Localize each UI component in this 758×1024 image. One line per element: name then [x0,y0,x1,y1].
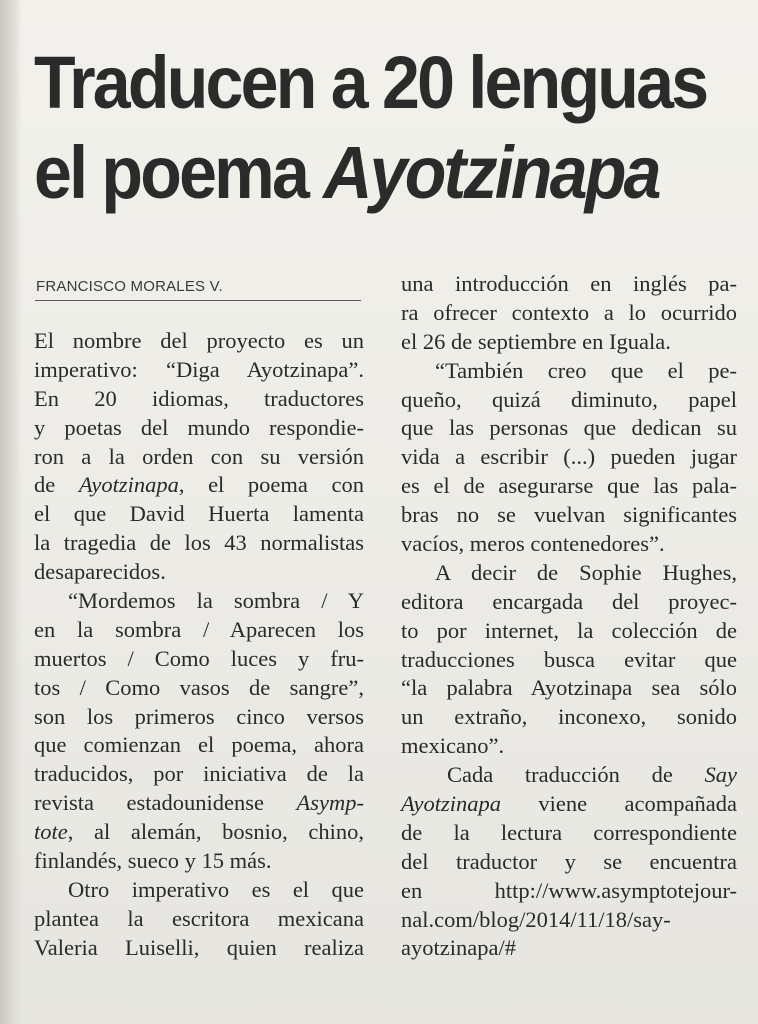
text-line: En 20 idiomas, traductores [34,385,364,411]
text-line: una introducción en inglés pa- [401,271,737,296]
text-line: vida a escribir (...) pueden jugar [401,444,737,470]
text-line: A decir de Sophie Hughes, [435,559,737,585]
text-line: desaparecidos. [34,559,166,585]
text-line: vacíos, meros contenedores”. [401,531,665,557]
text-line: traducidos, por iniciativa de la [34,761,364,787]
text-line: tos / Como vasos de sangre”, [34,674,364,700]
article-column-right [401,270,737,963]
headline-poem-title: Ayotzinapa [323,131,659,214]
text-line: el 26 de septiembre en Iguala. [401,328,671,354]
text-line: son los primeros cinco versos [34,703,364,729]
headline-line-1: Traducen a 20 lenguas [34,41,707,124]
text-line: queño, quizá diminuto, papel [401,386,737,412]
italic-title: Ayotzinapa [401,791,501,817]
byline-divider [35,300,361,301]
text-line: imperativo: “Diga Ayotzinapa”. [34,356,364,382]
text-line: bras no se vuelvan significantes [401,502,737,528]
text-line [401,761,737,790]
text-line: el que David Huerta lamenta [34,501,364,527]
text-run: viene acompañada [501,791,737,817]
text-line: la tragedia de los 43 normalistas [34,530,364,556]
text-line: y poetas del mundo respondie- [34,414,364,440]
italic-title: Ayotzinapa [78,472,179,498]
text-line: “Mordemos la sombra / Y [68,588,364,614]
text-line: Otro imperativo es el que [68,876,364,902]
text-line [34,789,364,818]
text-line: Valeria Luiselli, quien realiza [34,934,364,960]
italic-title: tote [34,819,68,845]
text-line: “la palabra Ayotzinapa sea sólo [401,675,737,701]
text-line: ron a la orden con su versión [34,443,364,469]
text-line: to por internet, la colección de [401,617,737,643]
text-line: del traductor y se encuentra [401,848,737,874]
text-line [34,818,364,847]
text-line: El nombre del proyecto es un [34,328,364,353]
text-line: que las personas que dedican su [401,415,737,441]
text-line: es el de asegurarse que las pala- [401,473,737,499]
text-line [401,790,737,819]
text-line: finlandés, sueco y 15 más. [34,848,272,874]
text-line: ayotzinapa/# [401,935,516,961]
text-run: revista estadounidense [34,790,297,816]
text-line: muertos / Como luces y fru- [34,645,364,671]
text-line: ra ofrecer contexto a lo ocurrido [401,299,737,325]
italic-title: Say [704,762,737,788]
text-run: de [34,472,79,498]
text-line: que comienzan el poema, ahora [34,732,364,758]
text-run: , al alemán, bosnio, chino, [67,819,364,845]
headline-line-2 [34,128,696,218]
italic-title: Asymp- [296,790,364,816]
article-column-left [34,327,364,963]
headline-line-2-plain: el poema [34,131,324,214]
text-line: traducciones busca evitar que [401,646,737,672]
text-run: Cada traducción de [447,762,705,788]
text-line: mexicano”. [401,733,505,759]
text-line: de la lectura correspondiente [401,819,737,845]
text-line: en la sombra / Aparecen los [34,616,364,642]
text-line: un extraño, inconexo, sonido [401,704,737,730]
text-run: , el poema con [178,472,364,498]
text-line: en http://www.asymptotejour- [401,877,737,903]
byline: FRANCISCO MORALES V. [36,278,223,295]
text-line: editora encargada del proyec- [401,588,737,614]
text-line [34,471,364,500]
text-line: plantea la escritora mexicana [34,905,364,931]
text-line: “También creo que el pe- [435,357,737,383]
text-line: nal.com/blog/2014/11/18/say- [401,906,671,932]
page-edge-shadow [0,0,22,1024]
headline [34,38,707,218]
